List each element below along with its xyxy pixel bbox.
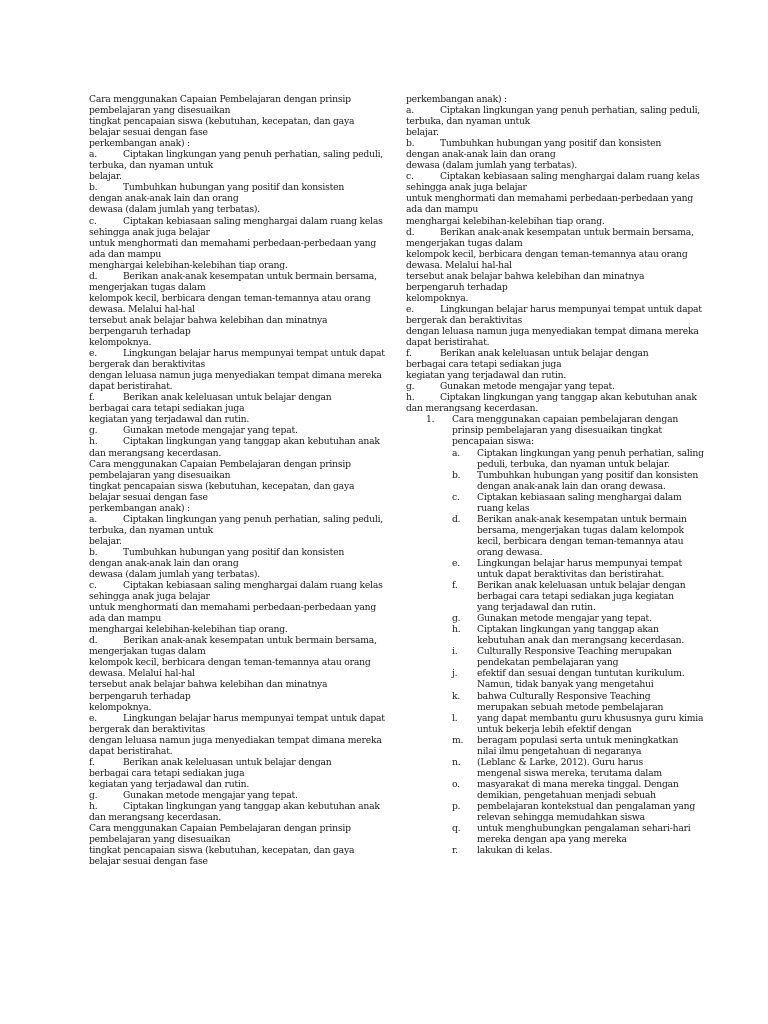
numbered-item-line: prinsip pembelajaran yang disesuaikan tingkat xyxy=(452,425,662,437)
text-line: mengerjakan tugas dalam xyxy=(89,646,206,658)
text-line: bergerak dan beraktivitas xyxy=(89,723,205,735)
list-item-text: Ciptakan lingkungan yang penuh perhatian, saling xyxy=(477,447,704,459)
list-marker: h. xyxy=(89,801,98,812)
list-item-text: Ciptakan kebiasaan saling menghargai dalam ruang kelas xyxy=(123,215,383,227)
left-column xyxy=(89,94,385,868)
list-item-text: masyarakat di mana mereka tinggal. Dengan xyxy=(477,778,679,790)
list-item-text: Ciptakan lingkungan yang penuh perhatian, saling peduli, xyxy=(440,105,701,117)
text-line: tingkat pencapaian siswa (kebutuhan, kecepatan, dan gaya xyxy=(89,845,355,857)
list-marker: h. xyxy=(452,624,461,636)
text-line xyxy=(89,270,377,282)
list-marker: f. xyxy=(406,348,412,360)
list-item xyxy=(452,613,676,624)
text-line: dewasa (dalam jumlah yang terbatas). xyxy=(89,569,260,581)
list-marker: i. xyxy=(452,646,458,658)
list-item-text: Berikan anak-anak kesempatan untuk bermain bersama, xyxy=(440,226,694,238)
list-item-text: merupakan sebuah metode pembelajaran xyxy=(477,701,664,713)
text-line xyxy=(89,348,385,360)
text-line xyxy=(406,348,676,359)
list-marker: q. xyxy=(452,823,461,835)
text-line: dengan leluasa namun juga menyediakan tempat dimana mereka xyxy=(89,734,382,746)
text-line: menghargai kelebihan-kelebihan tiap orang. xyxy=(89,624,288,636)
text-line xyxy=(89,547,360,558)
list-marker: m. xyxy=(452,734,464,746)
list-item xyxy=(452,624,685,647)
list-marker: h. xyxy=(89,436,98,448)
list-item xyxy=(452,823,691,846)
list-item-text: untuk bekerja lebih efektif dengan xyxy=(477,723,632,735)
text-line xyxy=(406,303,702,315)
text-line xyxy=(89,635,377,647)
text-line: terbuka, dan nyaman untuk xyxy=(89,524,214,536)
list-item-text: kebutuhan anak dan merangsang kecerdasan. xyxy=(477,635,685,647)
list-item xyxy=(452,801,696,824)
list-item-text: Namun, tidak banyak yang mengetahui xyxy=(477,679,654,691)
list-marker: c. xyxy=(89,215,97,227)
text-line: belajar. xyxy=(89,171,122,183)
text-line xyxy=(89,712,385,724)
list-item xyxy=(452,668,685,691)
list-item xyxy=(452,447,704,470)
list-item-text: beragam populasi serta untuk meningkatkan xyxy=(477,734,679,746)
text-line xyxy=(89,182,360,193)
numbered-item-line: pencapaian siswa: xyxy=(452,436,534,448)
list-marker: k. xyxy=(452,690,461,702)
list-item-text: Gunakan metode mengajar yang tepat. xyxy=(123,789,298,801)
list-marker: o. xyxy=(452,778,460,790)
list-item-text: Berikan anak keleluasan untuk belajar dengan xyxy=(123,392,332,404)
text-line: ada dan mampu xyxy=(89,613,162,625)
list-item-text: Berikan anak-anak kesempatan untuk bermain xyxy=(477,513,687,525)
list-item-text: untuk menghubungkan pengalaman sehari-hari xyxy=(477,823,691,835)
list-marker: f. xyxy=(89,392,95,404)
text-line: menghargai kelebihan-kelebihan tiap orang. xyxy=(406,215,605,227)
list-item-text: Gunakan metode mengajar yang tepat. xyxy=(477,613,652,625)
list-item-text: bersama, mengerjakan tugas dalam kelompok xyxy=(477,524,684,536)
list-item-text: Ciptakan lingkungan yang tanggap akan kebutuhan anak xyxy=(123,436,380,448)
list-marker: r. xyxy=(452,845,458,857)
list-item-text: Ciptakan kebiasaan saling menghargai dalam ruang kelas xyxy=(123,580,383,592)
text-line: sehingga anak juga belajar xyxy=(89,591,210,603)
list-item xyxy=(452,691,676,713)
list-item-text: Berikan anak-anak kesempatan untuk bermain bersama, xyxy=(123,270,377,282)
list-item xyxy=(452,491,682,514)
list-item-text: efektif dan sesuai dengan tuntutan kurikulum. xyxy=(477,668,685,680)
list-item xyxy=(452,557,682,581)
list-item-text: Ciptakan lingkungan yang penuh perhatian, saling peduli, xyxy=(123,513,384,525)
list-item-text: Berikan anak-anak kesempatan untuk bermain bersama, xyxy=(123,635,377,647)
list-marker: d. xyxy=(406,226,415,238)
right-column-lines xyxy=(406,94,702,415)
text-line: tersebut anak belajar bahwa kelebihan dan minatnya xyxy=(89,314,328,326)
text-line xyxy=(89,436,380,448)
list-item-text: Culturally Responsive Teaching merupakan xyxy=(477,646,672,658)
text-line: tersebut anak belajar bahwa kelebihan dan minatnya xyxy=(89,679,328,691)
list-item-text: Ciptakan kebiasaan saling menghargai dalam ruang kelas xyxy=(440,171,700,183)
text-line: belajar. xyxy=(89,535,122,547)
text-line: dapat beristirahat. xyxy=(89,381,173,393)
list-item-text: mengenal siswa mereka, terutama dalam xyxy=(477,767,662,779)
text-line: dan merangsang kecerdasan. xyxy=(89,447,222,459)
text-line xyxy=(89,425,360,436)
list-marker: g. xyxy=(406,381,415,393)
text-line: kelompoknya. xyxy=(406,292,469,304)
list-item xyxy=(452,778,679,801)
list-item-text: lakukan di kelas. xyxy=(477,845,553,857)
text-line: berbagai cara tetapi sediakan juga xyxy=(406,359,562,371)
list-marker: e. xyxy=(406,303,414,315)
text-line: kegiatan yang terjadawal dan rutin. xyxy=(89,778,250,790)
list-item xyxy=(452,580,686,614)
list-item-text: Ciptakan lingkungan yang tanggap akan kebutuhan anak xyxy=(440,392,697,404)
text-line: bergerak dan beraktivitas xyxy=(406,314,522,326)
list-marker: b. xyxy=(89,182,98,194)
text-line: Cara menggunakan Capaian Pembelajaran dengan prinsip xyxy=(89,458,351,470)
list-item-text: dengan anak-anak lain dan orang dewasa. xyxy=(477,480,666,492)
list-marker: l. xyxy=(452,712,458,724)
list-item-text: berbagai cara tetapi sediakan juga kegiatan xyxy=(477,591,674,603)
text-line: kegiatan yang terjadawal dan rutin. xyxy=(406,370,567,382)
text-line: perkembangan anak) : xyxy=(89,502,190,514)
list-item xyxy=(452,845,676,856)
list-marker: n. xyxy=(452,756,461,768)
list-item-text: yang terjadawal dan rutin. xyxy=(477,602,596,614)
list-marker: d. xyxy=(452,513,461,525)
text-line: dengan anak-anak lain dan orang xyxy=(406,149,556,161)
text-line xyxy=(406,392,697,404)
list-marker: f. xyxy=(89,756,95,768)
sub-list xyxy=(452,447,704,857)
text-line: kelompok kecil, berbicara dengan teman-temannya atau orang xyxy=(406,248,688,260)
list-item-text: Tumbuhkan hubungan yang positif dan konsisten xyxy=(477,469,699,481)
text-line: dewasa. Melalui hal-hal xyxy=(406,259,512,271)
numbered-item-line xyxy=(426,414,679,426)
list-marker: b. xyxy=(452,469,461,481)
list-marker: a. xyxy=(89,513,97,525)
text-line: untuk menghormati dan memahami perbedaan-perbedaan yang xyxy=(89,237,377,249)
text-line: dengan anak-anak lain dan orang xyxy=(89,557,239,569)
text-line: tingkat pencapaian siswa (kebutuhan, kecepatan, dan gaya xyxy=(89,116,355,128)
list-marker: e. xyxy=(89,348,97,360)
text-line: berbagai cara tetapi sediakan juga xyxy=(89,767,245,779)
list-item-text: ruang kelas xyxy=(477,502,530,514)
list-item-text: Ciptakan lingkungan yang tanggap akan kebutuhan anak xyxy=(123,801,380,812)
list-marker: g. xyxy=(89,425,98,437)
text-line: bergerak dan beraktivitas xyxy=(89,359,205,371)
list-item xyxy=(452,646,676,668)
list-marker: 1. xyxy=(426,414,435,426)
list-item-text: Tumbuhkan hubungan yang positif dan konsisten xyxy=(123,546,345,558)
text-line: dengan anak-anak lain dan orang xyxy=(89,193,239,205)
list-item-text: Berikan anak keleluasan untuk belajar dengan xyxy=(123,756,332,768)
numbered-item-text: Cara menggunakan capaian pembelajaran dengan xyxy=(452,414,679,426)
list-marker: c. xyxy=(452,491,460,503)
text-line: pembelajaran yang disesuaikan xyxy=(89,469,231,481)
list-item-text: kecil, berbicara dengan teman-temannya atau xyxy=(477,535,684,547)
text-line xyxy=(89,513,384,525)
text-line: berpengaruh terhadap xyxy=(89,690,191,702)
list-item-text: Ciptakan lingkungan yang penuh perhatian, saling peduli, xyxy=(123,149,384,161)
text-line: belajar sesuai dengan fase xyxy=(89,856,208,868)
list-marker: a. xyxy=(406,105,414,117)
text-line: berbagai cara tetapi sediakan juga xyxy=(89,403,245,415)
list-item-text: peduli, terbuka, dan nyaman untuk belajar. xyxy=(477,458,670,470)
list-marker: h. xyxy=(406,392,415,404)
list-marker: e. xyxy=(89,712,97,724)
text-line: dewasa (dalam jumlah yang terbatas). xyxy=(89,204,260,216)
list-item-text: demikian, pengetahuan menjadi sebuah xyxy=(477,789,656,801)
list-marker: b. xyxy=(89,546,98,558)
list-item-text: yang dapat membantu guru khususnya guru kimia xyxy=(477,712,704,724)
list-marker: f. xyxy=(452,580,458,592)
text-line: pembelajaran yang disesuaikan xyxy=(89,105,231,117)
list-marker: g. xyxy=(452,613,461,625)
list-item-text: Lingkungan belajar harus mempunyai tempat xyxy=(477,557,682,569)
text-line xyxy=(89,215,383,227)
text-line: dengan leluasa namun juga menyediakan tempat dimana mereka xyxy=(89,370,382,382)
text-line: kegiatan yang terjadawal dan rutin. xyxy=(89,414,250,426)
text-line: mengerjakan tugas dalam xyxy=(406,237,523,249)
text-line xyxy=(89,801,380,812)
list-item-text: mereka dengan apa yang mereka xyxy=(477,834,627,846)
text-line: menghargai kelebihan-kelebihan tiap orang. xyxy=(89,259,288,271)
list-item xyxy=(452,734,679,757)
list-marker: b. xyxy=(406,138,415,150)
text-line: dewasa. Melalui hal-hal xyxy=(89,303,195,315)
list-marker: p. xyxy=(452,801,461,812)
text-line: ada dan mampu xyxy=(406,204,479,216)
text-line: untuk menghormati dan memahami perbedaan-perbedaan yang xyxy=(89,602,377,614)
list-item-text: relevan sehingga memudahkan siswa xyxy=(477,812,645,824)
text-line: untuk menghormati dan memahami perbedaan-perbedaan yang xyxy=(406,193,694,205)
list-item-text: Berikan anak keleluasan untuk belajar dengan xyxy=(440,348,649,360)
list-item-text: pembelajaran kontekstual dan pengalaman yang xyxy=(477,801,696,812)
text-line: Cara menggunakan Capaian Pembelajaran dengan prinsip xyxy=(89,823,351,835)
text-line xyxy=(89,790,360,801)
text-line: ada dan mampu xyxy=(89,248,162,260)
text-line: dapat beristirahat. xyxy=(89,745,173,757)
list-marker: j. xyxy=(452,668,458,680)
text-line: kelompok kecil, berbicara dengan teman-temannya atau orang xyxy=(89,292,371,304)
text-line: kelompoknya. xyxy=(89,701,152,713)
list-item-text: pendekatan pembelajaran yang xyxy=(477,657,619,669)
text-line: dewasa (dalam jumlah yang terbatas). xyxy=(406,160,577,172)
text-line xyxy=(406,226,694,238)
text-line: perkembangan anak) : xyxy=(406,94,507,105)
list-item-text: untuk dapat beraktivitas dan beristirahat. xyxy=(477,569,665,581)
list-item-text: Ciptakan lingkungan yang tanggap akan xyxy=(477,624,659,636)
text-line xyxy=(406,138,676,149)
text-line: belajar. xyxy=(406,127,439,139)
list-item-text: (Leblanc & Larke, 2012). Guru harus xyxy=(477,756,644,768)
list-item-text: orang dewasa. xyxy=(477,546,543,558)
text-line: dapat beristirahat. xyxy=(406,337,490,349)
list-item-text: Lingkungan belajar harus mempunyai tempat untuk dapat xyxy=(123,348,385,360)
text-line: Cara menggunakan Capaian Pembelajaran dengan prinsip xyxy=(89,94,351,105)
list-marker: a. xyxy=(89,149,97,161)
list-marker: c. xyxy=(406,171,414,183)
list-item-text: Lingkungan belajar harus mempunyai tempat untuk dapat xyxy=(440,303,702,315)
text-line xyxy=(406,381,676,392)
text-line: belajar sesuai dengan fase xyxy=(89,491,208,503)
text-line: dewasa. Melalui hal-hal xyxy=(89,668,195,680)
list-marker: e. xyxy=(452,557,460,569)
text-line: dan merangsang kecerdasan. xyxy=(89,812,222,824)
text-line: perkembangan anak) : xyxy=(89,138,190,150)
text-line: tersebut anak belajar bahwa kelebihan dan minatnya xyxy=(406,270,645,282)
list-marker: d. xyxy=(89,270,98,282)
list-item-text: bahwa Culturally Responsive Teaching xyxy=(477,690,651,702)
text-line: kelompoknya. xyxy=(89,337,152,349)
text-line: sehingga anak juga belajar xyxy=(406,182,527,194)
list-marker: d. xyxy=(89,635,98,647)
text-line: belajar sesuai dengan fase xyxy=(89,127,208,139)
text-line: dan merangsang kecerdasan. xyxy=(406,403,539,415)
list-item-text: nilai ilmu pengetahuan di negaranya xyxy=(477,745,642,757)
text-line xyxy=(89,757,360,768)
text-line xyxy=(89,580,383,592)
text-line: pembelajaran yang disesuaikan xyxy=(89,834,231,846)
list-item-text: Gunakan metode mengajar yang tepat. xyxy=(440,381,615,393)
list-marker: c. xyxy=(89,580,97,592)
list-item xyxy=(452,757,676,779)
list-item-text: Tumbuhkan hubungan yang positif dan konsisten xyxy=(440,138,662,150)
text-line: terbuka, dan nyaman untuk xyxy=(406,116,531,128)
list-item-text: Ciptakan kebiasaan saling menghargai dalam xyxy=(477,491,682,503)
text-line xyxy=(89,392,360,403)
list-item xyxy=(452,513,687,558)
text-line xyxy=(89,149,384,161)
numbered-list xyxy=(426,414,704,857)
list-item-text: Lingkungan belajar harus mempunyai tempat untuk dapat xyxy=(123,712,385,724)
text-line: tingkat pencapaian siswa (kebutuhan, kecepatan, dan gaya xyxy=(89,480,355,492)
text-line: berpengaruh terhadap xyxy=(89,325,191,337)
list-marker: g. xyxy=(89,789,98,801)
text-line: berpengaruh terhadap xyxy=(406,281,508,293)
list-item xyxy=(452,469,699,492)
text-line: dengan leluasa namun juga menyediakan tempat dimana mereka xyxy=(406,325,699,337)
list-item-text: Berikan anak keleluasan untuk belajar dengan xyxy=(477,580,686,592)
list-item-text: Gunakan metode mengajar yang tepat. xyxy=(123,425,298,437)
text-line: sehingga anak juga belajar xyxy=(89,226,210,238)
text-line: terbuka, dan nyaman untuk xyxy=(89,160,214,172)
text-line: mengerjakan tugas dalam xyxy=(89,281,206,293)
right-column xyxy=(406,94,704,857)
text-line: kelompok kecil, berbicara dengan teman-temannya atau orang xyxy=(89,657,371,669)
text-line xyxy=(406,171,700,183)
list-item xyxy=(452,712,704,735)
list-item-text: Tumbuhkan hubungan yang positif dan konsisten xyxy=(123,182,345,194)
text-line xyxy=(406,105,701,117)
list-marker: a. xyxy=(452,447,460,459)
